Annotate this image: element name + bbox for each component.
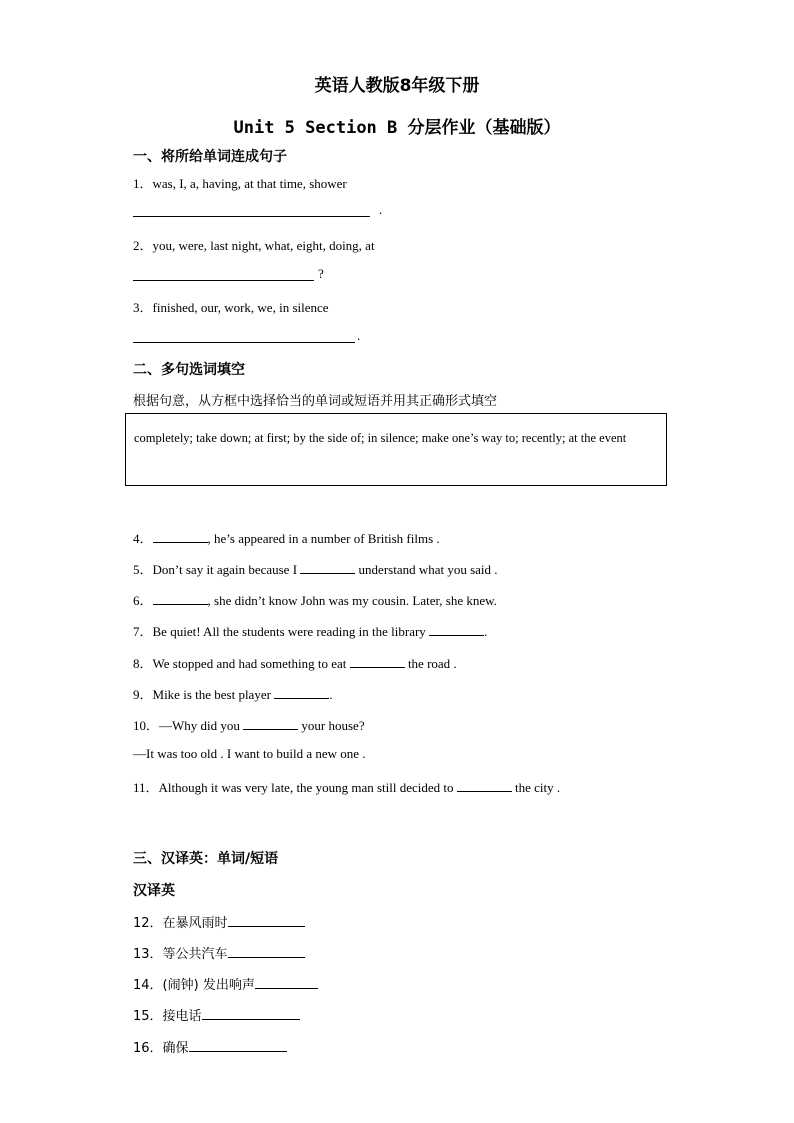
question-13 <box>133 943 305 962</box>
question-number: 9． <box>133 687 153 702</box>
question-3 <box>133 297 329 316</box>
fill-blank[interactable] <box>228 914 305 927</box>
fill-blank[interactable] <box>153 592 208 605</box>
question-4 <box>133 528 440 547</box>
question-number: 15． <box>133 1009 163 1024</box>
question-text: the road . <box>404 656 457 671</box>
question-9 <box>133 684 332 703</box>
question-number: 12． <box>133 916 163 931</box>
question-number: 8． <box>133 656 153 671</box>
answer-end-mark-3: . <box>357 328 361 343</box>
question-number: 5． <box>133 562 153 577</box>
question-words: you, were, last night, what, eight, doing, at <box>152 238 375 253</box>
answer-end-mark-2: ? <box>318 266 324 281</box>
fill-blank[interactable] <box>350 655 405 668</box>
section-2-heading: 二、多句选词填空 <box>133 362 245 378</box>
question-number: 14． <box>133 978 163 993</box>
question-12 <box>133 912 305 931</box>
question-15 <box>133 1005 300 1024</box>
question-text: , he’s appeared in a number of British films . <box>207 531 440 546</box>
question-number: 7． <box>133 624 153 639</box>
question-6 <box>133 590 497 609</box>
section-2-instruction: 根据句意，从方框中选择恰当的单词或短语并用其正确形式填空 <box>133 394 498 409</box>
word-box-text: completely; take down; at first; by the side of; in silence; make one’s way to; recently; at the event <box>134 431 627 445</box>
question-number: 6． <box>133 593 153 608</box>
answer-line-1[interactable] <box>133 216 370 217</box>
question-words: was, I, a, having, at that time, shower <box>152 176 347 191</box>
question-text: —It was too old . I want to build a new one . <box>133 746 366 761</box>
page-subtitle: Unit 5 Section B 分层作业（基础版） <box>233 118 561 138</box>
question-number: 3． <box>133 300 153 315</box>
fill-blank[interactable] <box>255 976 318 989</box>
answer-line-2[interactable] <box>133 280 314 281</box>
question-5 <box>133 559 498 578</box>
question-text: 确保 <box>162 1041 189 1056</box>
question-number: 11． <box>133 780 159 795</box>
question-text: the city . <box>511 780 561 795</box>
question-number: 13． <box>133 947 163 962</box>
question-text: 等公共汽车 <box>162 947 228 962</box>
question-1 <box>133 173 347 192</box>
question-number: 16． <box>133 1041 163 1056</box>
section-3-heading: 三、汉译英：单词/短语 <box>133 851 279 867</box>
question-text: —Why did you <box>159 718 244 733</box>
question-text: Don’t say it again because I <box>152 562 301 577</box>
question-text: Be quiet! All the students were reading in the library <box>152 624 430 639</box>
question-words: finished, our, work, we, in silence <box>152 300 329 315</box>
fill-blank[interactable] <box>300 561 355 574</box>
section-3-subheading: 汉译英 <box>133 883 175 899</box>
fill-blank[interactable] <box>189 1039 287 1052</box>
question-text: your house? <box>298 718 365 733</box>
section-1-heading: 一、将所给单词连成句子 <box>133 149 287 165</box>
question-2 <box>133 235 375 254</box>
question-10-reply <box>133 746 366 762</box>
answer-end-mark-1: . <box>379 202 383 217</box>
question-7 <box>133 621 487 640</box>
question-text: 接电话 <box>162 1009 202 1024</box>
question-text: (闹钟) 发出响声 <box>162 978 255 993</box>
question-text: , she didn’t know John was my cousin. Later, she knew. <box>207 593 497 608</box>
question-text: Mike is the best player <box>152 687 275 702</box>
fill-blank[interactable] <box>202 1007 300 1020</box>
question-16 <box>133 1037 287 1056</box>
question-10 <box>133 715 365 734</box>
fill-blank[interactable] <box>228 945 305 958</box>
question-number: 10． <box>133 718 160 733</box>
page-title: 英语人教版8年级下册 <box>314 76 480 96</box>
question-number: 1． <box>133 176 153 191</box>
fill-blank[interactable] <box>457 779 512 792</box>
fill-blank[interactable] <box>429 623 484 636</box>
question-8 <box>133 653 457 672</box>
question-text: 在暴风雨时 <box>162 916 228 931</box>
question-number: 4． <box>133 531 153 546</box>
question-text: We stopped and had something to eat <box>152 656 350 671</box>
fill-blank[interactable] <box>243 717 298 730</box>
question-text: . <box>484 624 488 639</box>
fill-blank[interactable] <box>274 686 329 699</box>
question-11 <box>133 777 560 796</box>
fill-blank[interactable] <box>153 530 208 543</box>
question-14 <box>133 974 318 993</box>
word-box <box>125 413 667 486</box>
question-text: understand what you said . <box>355 562 498 577</box>
question-text: . <box>329 687 333 702</box>
answer-line-3[interactable] <box>133 342 355 343</box>
question-text: Although it was very late, the young man still decided to <box>158 780 457 795</box>
question-number: 2． <box>133 238 153 253</box>
